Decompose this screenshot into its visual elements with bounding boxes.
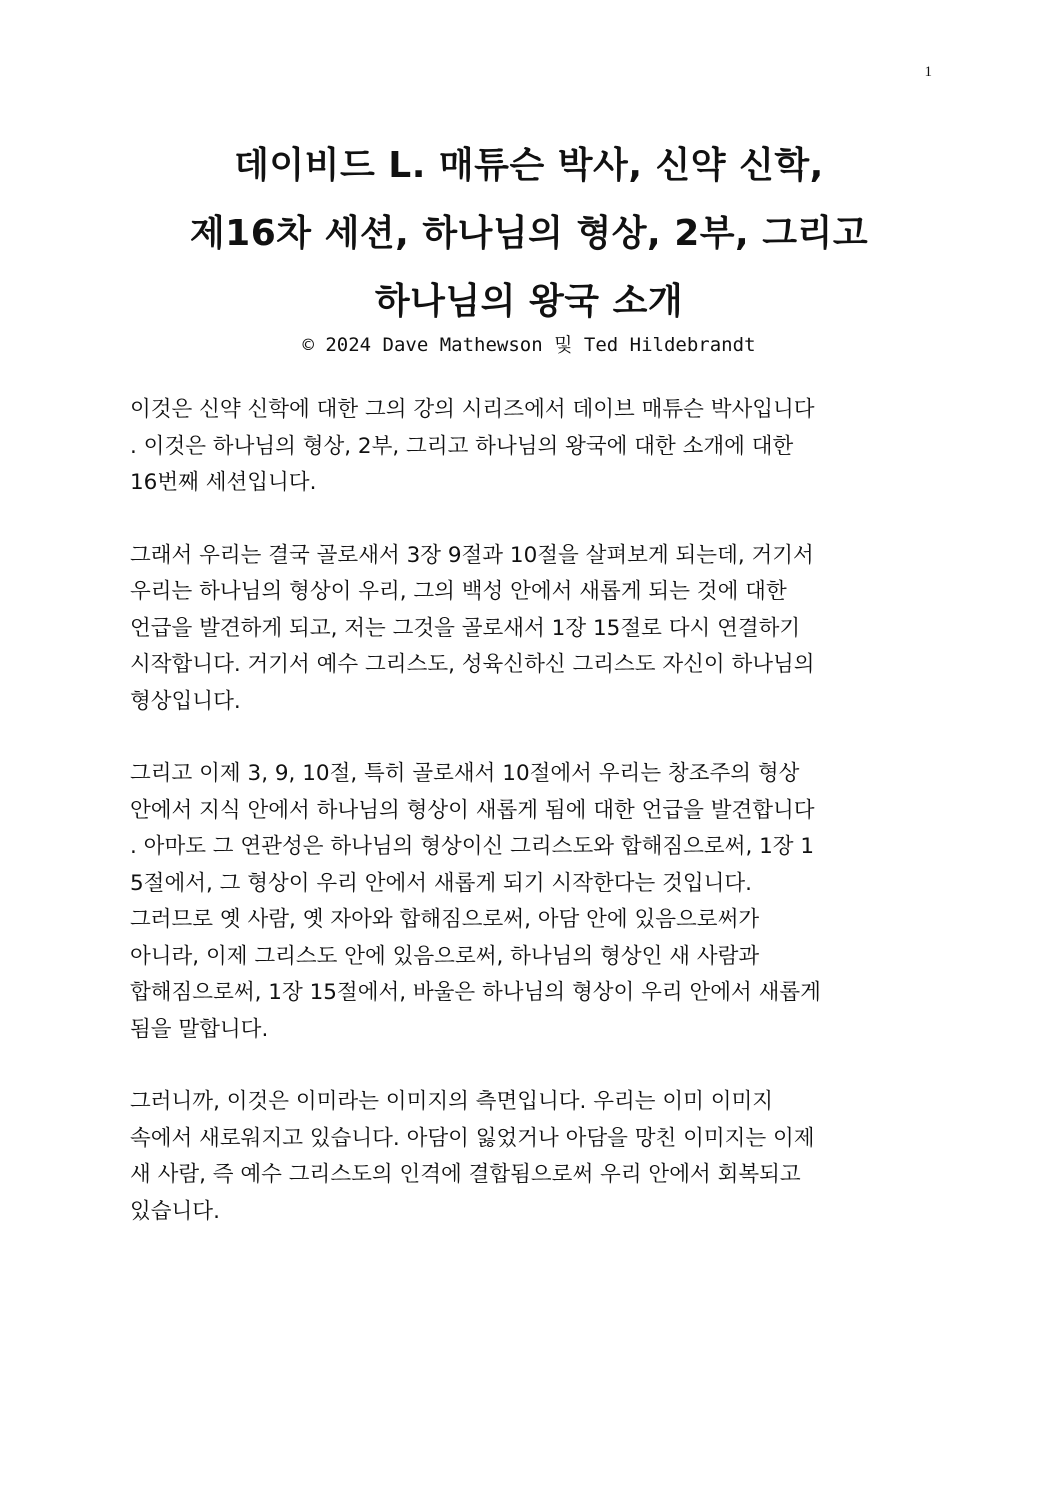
paragraph-4 <box>130 1084 926 1230</box>
document-body <box>130 392 926 1230</box>
paragraph-line: 우리는 하나님의 형상이 우리, 그의 백성 안에서 새롭게 되는 것에 대한 <box>130 579 787 604</box>
title-line-3: 하나님의 왕국 소개 <box>374 281 684 322</box>
paragraph-line: 안에서 지식 안에서 하나님의 형상이 새롭게 됨에 대한 언급을 발견합니다 <box>130 797 815 823</box>
paragraph-1 <box>130 392 926 502</box>
paragraph-line: 그래서 우리는 결국 골로새서 3장 9절과 10절을 살펴보게 되는데, 거기서 <box>130 542 814 568</box>
paragraph-line: 아니라, 이제 그리스도 안에 있음으로써, 하나님의 형상인 새 사람과 <box>130 943 760 969</box>
paragraph-line: 그러므로 옛 사람, 옛 자아와 합해짐으로써, 아담 안에 있음으로써가 <box>130 907 760 932</box>
paragraph-line: 있습니다. <box>130 1198 220 1224</box>
paragraph-line: 새 사람, 즉 예수 그리스도의 인격에 결합됨으로써 우리 안에서 회복되고 <box>130 1162 801 1187</box>
paragraph-line: 그러니까, 이것은 이미라는 이미지의 측면입니다. 우리는 이미 이미지 <box>130 1089 774 1114</box>
paragraph-line: 시작합니다. 거기서 예수 그리스도, 성육신하신 그리스도 자신이 하나님의 <box>130 652 815 677</box>
document-title <box>100 132 958 336</box>
paragraph-line: 언급을 발견하게 되고, 저는 그것을 골로새서 1장 15절로 다시 연결하기 <box>130 615 801 641</box>
paragraph-line: 16번째 세션입니다. <box>130 470 317 495</box>
paragraph-3 <box>130 756 926 1048</box>
paragraph-line: 5절에서, 그 형상이 우리 안에서 새롭게 되기 시작한다는 것입니다. <box>130 870 753 896</box>
paragraph-2 <box>130 538 926 721</box>
paragraph-line: 이것은 신약 신학에 대한 그의 강의 시리즈에서 데이브 매튜슨 박사입니다 <box>130 397 815 422</box>
paragraph-line: 그리고 이제 3, 9, 10절, 특히 골로새서 10절에서 우리는 창조주의 형상 <box>130 761 800 786</box>
paragraph-line: 됨을 말합니다. <box>130 1016 269 1042</box>
paragraph-line: . 아마도 그 연관성은 하나님의 형상이신 그리스도와 합해짐으로써, 1장 1 <box>130 834 815 859</box>
title-line-2: 제16차 세션, 하나님의 형상, 2부, 그리고 <box>189 213 869 254</box>
paragraph-line: . 이것은 하나님의 형상, 2부, 그리고 하나님의 왕국에 대한 소개에 대한 <box>130 433 794 459</box>
copyright-notice: © 2024 Dave Mathewson 및 Ted Hildebrandt <box>302 334 756 356</box>
page-number: 1 <box>924 64 932 80</box>
paragraph-line: 형상입니다. <box>130 688 241 714</box>
title-line-1: 데이비드 L. 매튜슨 박사, 신약 신학, <box>234 145 824 186</box>
paragraph-line: 속에서 새로워지고 있습니다. 아담이 잃었거나 아담을 망친 이미지는 이제 <box>130 1125 815 1151</box>
paragraph-line: 합해짐으로써, 1장 15절에서, 바울은 하나님의 형상이 우리 안에서 새롭게 <box>130 980 821 1005</box>
